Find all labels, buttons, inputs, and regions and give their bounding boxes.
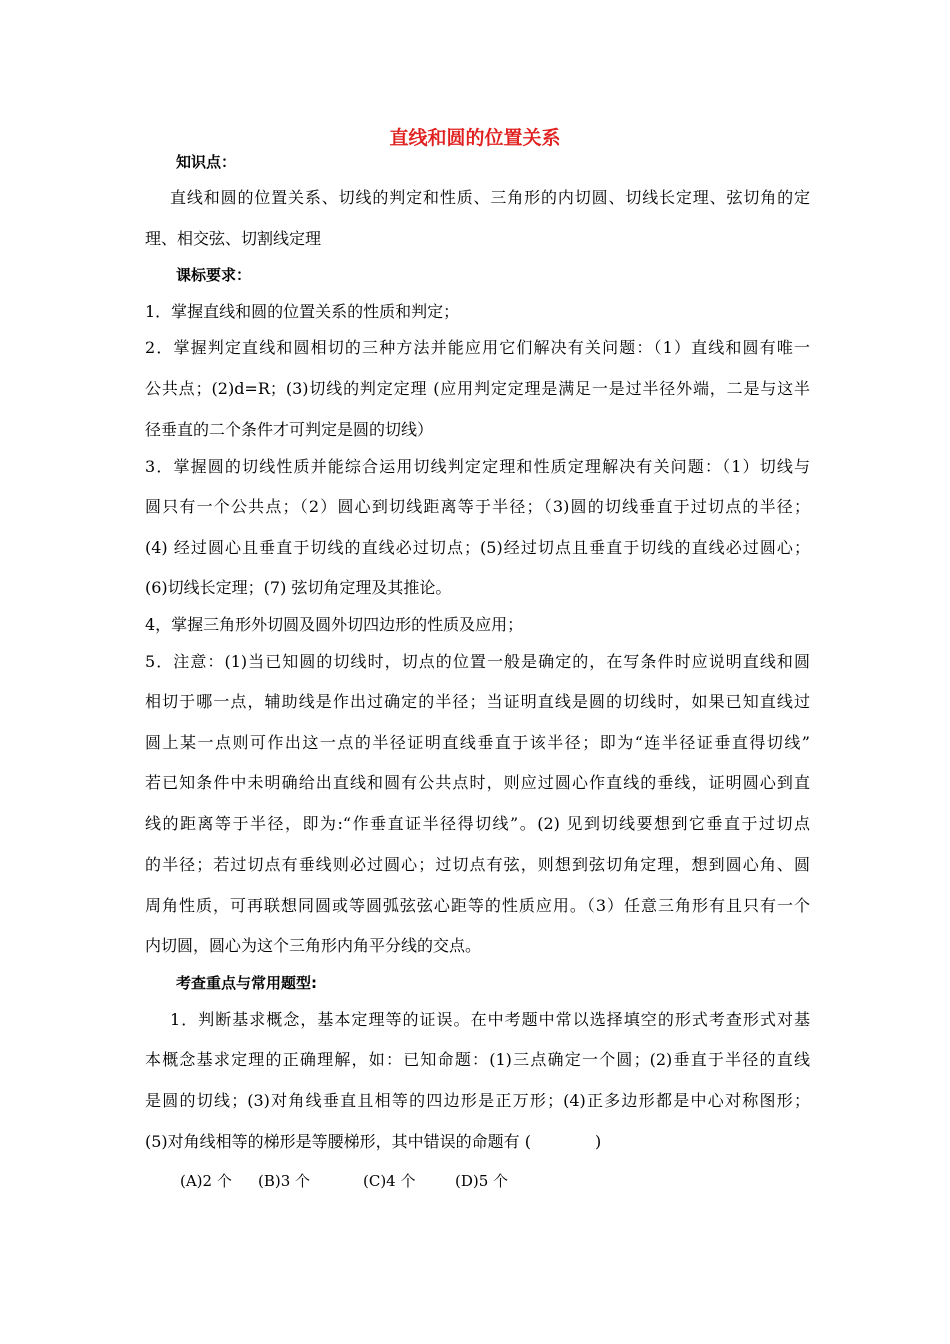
knowledge-line: 直线和圆的位置关系、切线的判定和性质、三角形的内切圆、切线长定理、弦切角的定 — [170, 188, 810, 207]
requirement-line: 1．掌握直线和圆的位置关系的性质和判定； — [145, 302, 460, 321]
requirement-line: 相切于哪一点，辅助线是作出过确定的半径；当证明直线是圆的切线时，如果已知直线过 — [145, 692, 810, 711]
choice-d: (D)5 个 — [455, 1172, 509, 1190]
choice-c: (C)4 个 — [363, 1172, 416, 1190]
exam-line: 是圆的切线；(3)对角线垂直且相等的四边形是正万形；(4)正多边形都是中心对称图形； — [145, 1091, 810, 1110]
document-title: 直线和圆的位置关系 — [389, 127, 561, 149]
requirement-line: 3．掌握圆的切线性质并能综合运用切线判定定理和性质定理解决有关问题：（1）切线与 — [145, 457, 810, 476]
requirement-line: (4) 经过圆心且垂直于切线的直线必过切点；(5)经过切点且垂直于切线的直线必过圆心； — [145, 538, 810, 557]
requirement-line: 公共点；(2)d=R；(3)切线的判定定理 (应用判定定理是满足一是过半径外端，二是与这半 — [145, 379, 810, 398]
requirement-line: 圆上某一点则可作出这一点的半径证明直线垂直于该半径；即为“连半径证垂直得切线” — [145, 733, 810, 752]
requirement-line: 线的距离等于半径，即为:“作垂直证半径得切线”。(2) 见到切线要想到它垂直于过切点 — [145, 814, 810, 833]
requirement-line: 5．注意：(1)当已知圆的切线时，切点的位置一般是确定的，在写条件时应说明直线和圆 — [145, 652, 810, 671]
requirement-line: 周角性质，可再联想同圆或等圆弧弦弦心距等的性质应用。（3）任意三角形有且只有一个 — [145, 896, 810, 915]
answer-choices — [180, 1171, 508, 1191]
choice-b: (B)3 个 — [258, 1172, 311, 1190]
requirement-line: 2．掌握判定直线和圆相切的三种方法并能应用它们解决有关问题：（1）直线和圆有唯一 — [145, 338, 810, 357]
requirement-line: 圆只有一个公共点；（2）圆心到切线距离等于半径；（3)圆的切线垂直于过切点的半径； — [145, 497, 810, 516]
exam-line: 1．判断基求概念，基本定理等的证误。在中考题中常以选择填空的形式考查形式对基 — [170, 1010, 810, 1029]
exam-line: (5)对角线相等的梯形是等腰梯形，其中错误的命题有 ( ) — [145, 1132, 602, 1151]
requirement-line: 径垂直的二个条件才可判定是圆的切线） — [145, 420, 434, 439]
requirements-heading: 课标要求： — [176, 266, 252, 284]
exam-heading: 考查重点与常用题型: — [176, 974, 317, 992]
requirement-line: (6)切线长定理；(7) 弦切角定理及其推论。 — [145, 578, 452, 597]
requirement-line: 的半径；若过切点有垂线则必过圆心；过切点有弦，则想到弦切角定理，想到圆心角、圆 — [145, 855, 810, 874]
requirement-line: 内切圆，圆心为这个三角形内角平分线的交点。 — [145, 936, 482, 955]
requirement-line: 若已知条件中未明确给出直线和圆有公共点时，则应过圆心作直线的垂线，证明圆心到直 — [145, 773, 810, 792]
choice-a: (A)2 个 — [180, 1172, 232, 1190]
knowledge-heading: 知识点： — [176, 153, 237, 171]
exam-line: 本概念基求定理的正确理解，如：已知命题：(1)三点确定一个圆；(2)垂直于半径的直线 — [145, 1050, 810, 1069]
requirement-line: 4，掌握三角形外切圆及圆外切四边形的性质及应用； — [145, 615, 524, 634]
knowledge-line: 理、相交弦、切割线定理 — [145, 229, 322, 248]
